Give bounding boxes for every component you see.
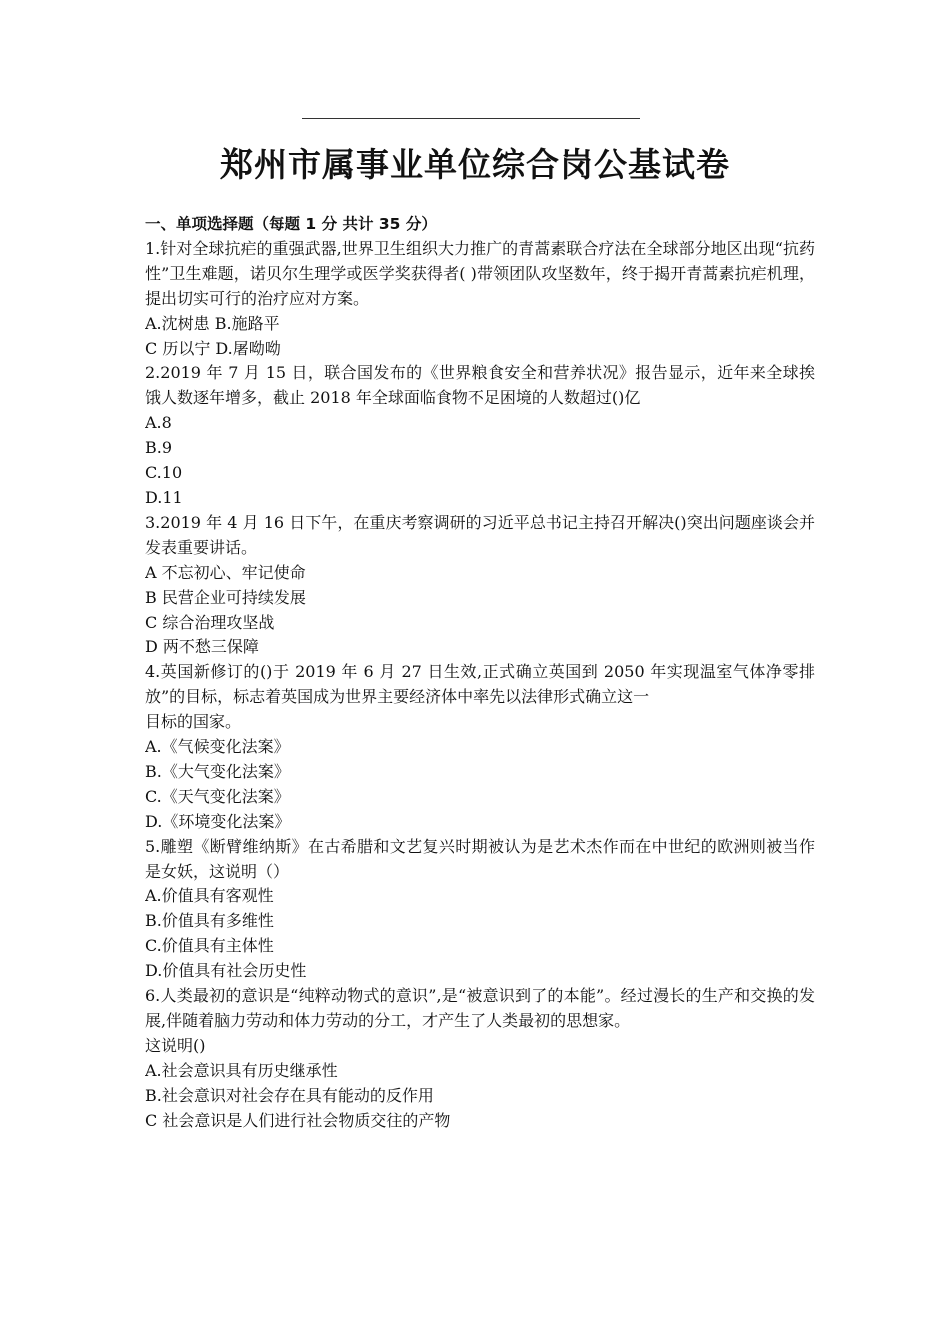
question-option: A.社会意识具有历史继承性 [145,1060,338,1080]
question-stem: 2.2019 年 7 月 15 日，联合国发布的《世界粮食安全和营养状况》报告显示，近年来全球挨饿人数逐年增多，截止 2018 年全球面临食物不足困境的人数超过()亿 [145,363,815,408]
question-5 [145,835,815,984]
question-option: A.价值具有客观性 [145,886,274,906]
question-option: C 社会意识是人们进行社会物质交往的产物 [145,1110,451,1130]
question-option: D.价值具有社会历史性 [145,961,307,981]
question-option: A.《气候变化法案》 [145,737,290,757]
question-option: A.8 [145,413,172,433]
question-stem: 4.英国新修订的()于 2019 年 6 月 27 日生效,正式确立英国到 2050 年实现温室气体净零排放”的目标，标志着英国成为世界主要经济体中率先以法律形式确立这一 [145,662,815,707]
question-option: D.11 [145,487,183,507]
question-stem-continued: 目标的国家。 [145,712,242,732]
question-stem-continued: 这说明() [145,1035,206,1055]
question-option: D 两不愁三保障 [145,637,259,657]
section-heading: 一、单项选择题（每题 1 分 共计 35 分） [145,215,437,233]
question-6 [145,984,815,1133]
question-stem: 3.2019 年 4 月 16 日下午，在重庆考察调研的习近平总书记主持召开解决()突出问题座谈会并发表重要讲话。 [145,512,815,557]
question-3 [145,511,815,660]
question-option: C.价值具有主体性 [145,936,274,956]
question-option: C.10 [145,463,183,483]
question-option: A 不忘初心、牢记使命 [145,562,306,582]
question-option: B.9 [145,438,173,458]
question-option: A.沈树患 B.施路平 [145,313,280,333]
question-option: B.价值具有多维性 [145,911,274,931]
question-option: B 民营企业可持续发展 [145,587,306,607]
question-option: C 历以宁 D.屠呦呦 [145,338,281,358]
page-title: 郑州市属事业单位综合岗公基试卷 [220,145,730,184]
question-2 [145,361,815,510]
question-stem: 6.人类最初的意识是“纯粹动物式的意识”,是“被意识到了的本能”。经过漫长的生产和交换的发展,伴随着脑力劳动和体力劳动的分工，才产生了人类最初的思想家。 [145,986,815,1030]
question-option: B.社会意识对社会存在具有能动的反作用 [145,1085,434,1105]
question-1 [145,237,815,362]
exam-content [145,212,815,1134]
question-option: B.《大气变化法案》 [145,761,290,781]
question-stem: 1.针对全球抗疟的重强武器,世界卫生组织大力推广的青蒿素联合疗法在全球部分地区出现“抗药性”卫生难题，诺贝尔生理学或医学奖获得者( )带领团队攻坚数年，终于揭开青蒿素抗疟机理，提出切实可行的治疗应对方案。 [145,238,815,308]
question-option: C.《天气变化法案》 [145,786,290,806]
question-option: D.《环境变化法案》 [145,811,291,831]
question-stem: 5.雕塑《断臂维纳斯》在古希腊和文艺复兴时期被认为是艺术杰作而在中世纪的欧洲则被当作是女妖，这说明（） [145,836,815,881]
question-4 [145,660,815,834]
question-option: C 综合治理攻坚战 [145,612,275,632]
header-rule [302,118,640,119]
